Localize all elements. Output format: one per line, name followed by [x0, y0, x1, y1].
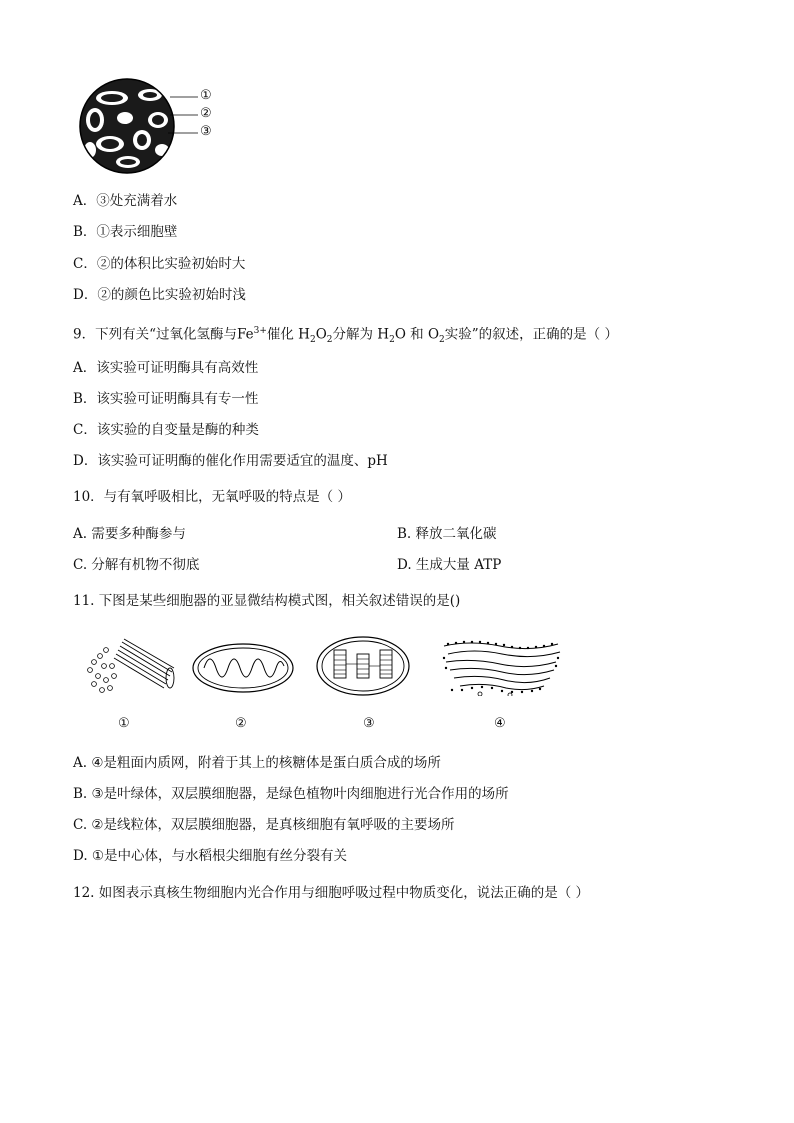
- chloroplast-diagram: [314, 634, 412, 698]
- q10-option-a: A. 需要多种酶参与: [73, 526, 186, 542]
- q10-option-b: B. 释放二氧化碳: [397, 526, 497, 542]
- q8-option-c: C．②的体积比实验初始时大: [73, 256, 246, 272]
- q9-option-c: C．该实验的自变量是酶的种类: [73, 422, 259, 438]
- chloroplast-figure: [314, 634, 412, 698]
- organelle-label-4: ④: [494, 716, 506, 731]
- mitochondrion-diagram: [190, 640, 296, 696]
- q9-option-a: A．该实验可证明酶具有高效性: [73, 360, 259, 376]
- q12-stem: 12. 如图表示真核生物细胞内光合作用与细胞呼吸过程中物质变化，说法正确的是（ ）: [73, 885, 590, 901]
- fig8-label-1: ①: [200, 88, 212, 103]
- rough-er-diagram: [440, 638, 564, 696]
- centrosome-figure: [80, 636, 178, 698]
- q9-stem: 9．下列有关“过氧化氢酶与$Fe^{3+}$催化 $H_2O_2$分解为 $H_2O$ 和 $O_2$实验”的叙述，正确的是（ ）: [73, 326, 618, 346]
- organelle-label-1: ①: [118, 716, 130, 731]
- q11-option-a: A. ④是粗面内质网，附着于其上的核糖体是蛋白质合成的场所: [73, 755, 441, 771]
- mitochondrion-figure: [190, 640, 296, 696]
- organelle-label-2: ②: [235, 716, 247, 731]
- q10-option-d: D. 生成大量 ATP: [397, 557, 502, 573]
- q9-option-d: D．该实验可证明酶的催化作用需要适宜的温度、pH: [73, 453, 388, 469]
- q9-option-b: B．该实验可证明酶具有专一性: [73, 391, 259, 407]
- centrosome-diagram: [80, 636, 178, 698]
- q11-option-d: D. ①是中心体，与水稻根尖细胞有丝分裂有关: [73, 848, 348, 864]
- fig8-label-2: ②: [200, 106, 212, 121]
- q8-option-b: B．①表示细胞壁: [73, 224, 178, 240]
- er-figure: [440, 638, 564, 696]
- plasmolysis-micrograph: [70, 78, 220, 178]
- organelle-label-3: ③: [363, 716, 375, 731]
- fig8-label-3: ③: [200, 124, 212, 139]
- q11-option-c: C. ②是线粒体，双层膜细胞器，是真核细胞有氧呼吸的主要场所: [73, 817, 455, 833]
- q11-option-b: B. ③是叶绿体，双层膜细胞器，是绿色植物叶肉细胞进行光合作用的场所: [73, 786, 509, 802]
- q8-option-d: D．②的颜色比实验初始时浅: [73, 287, 246, 303]
- plasmolysis-figure: [70, 78, 220, 178]
- q11-stem: 11. 下图是某些细胞器的亚显微结构模式图，相关叙述错误的是(): [73, 593, 461, 609]
- q10-stem: 10．与有氧呼吸相比，无氧呼吸的特点是（ ）: [73, 489, 351, 505]
- q8-option-a: A．③处充满着水: [73, 193, 178, 209]
- q10-option-c: C. 分解有机物不彻底: [73, 557, 200, 573]
